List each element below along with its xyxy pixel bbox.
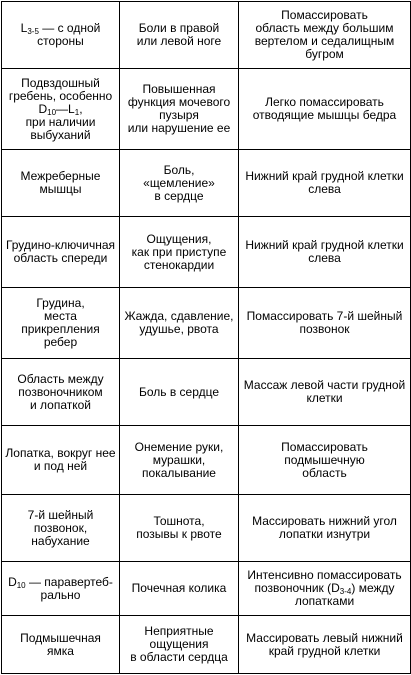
action-cell: Помассировать область между большим вертелом и седалищным бугром [239,2,411,69]
table-row [2,288,411,359]
table-row [2,217,411,288]
action-cell: Массировать левый нижний край грудной клетки [239,616,411,674]
zone-cell: Межреберные мышцы [2,150,120,217]
zone-cell: 7-й шейный позвонок, набухание [2,495,120,562]
table-row [2,426,411,495]
action-cell: Легко помассировать отводящие мышцы бедра [239,69,411,150]
table-row [2,69,411,150]
symptom-cell: Неприятные ощущения в области сердца [120,616,239,674]
table-row [2,616,411,674]
action-cell: Помассировать подмышечную область [239,426,411,495]
symptom-cell: Ощущения, как при приступе стенокардии [120,217,239,288]
zone-cell: Подмышечная ямка [2,616,120,674]
reference-table [1,1,411,674]
zone-cell: Область между позвоночником и лопаткой [2,359,120,426]
symptom-cell: Боль, «щемление» в сердце [120,150,239,217]
action-cell: Интенсивно помассировать позвоночник $(D_{3-4})$ между лопатками [239,562,411,616]
action-cell: Массаж левой части грудной клетки [239,359,411,426]
zone-cell: $L_{3-5}$ — с одной стороны [2,2,120,69]
action-cell: Массировать нижний угол лопатки изнутри [239,495,411,562]
symptom-cell: Почечная колика [120,562,239,616]
symptom-cell: Тошнота, позывы к рвоте [120,495,239,562]
zone-cell: Лопатка, вокруг нее и под ней [2,426,120,495]
symptom-cell: Боли в правой или левой ноге [120,2,239,69]
zone-cell: $D_{10}$ — паравертеб- рально [2,562,120,616]
action-cell: Помассировать 7-й шейный позвонок [239,288,411,359]
action-cell: Нижний край грудной клетки слева [239,217,411,288]
table-row [2,495,411,562]
table-row [2,562,411,616]
zone-cell: Грудина, места прикрепления ребер [2,288,120,359]
table-row [2,150,411,217]
zone-cell: Грудино-ключичная область спереди [2,217,120,288]
action-cell: Нижний край грудной клетки слева [239,150,411,217]
symptom-cell: Повышенная функция мочевого пузыря или нарушение ее [120,69,239,150]
symptom-cell: Боль в сердце [120,359,239,426]
zone-cell: Подвздошный гребень, особенно $D_{10}—L_1$, при наличии выбуханий [2,69,120,150]
table-row [2,2,411,69]
table-row [2,359,411,426]
symptom-cell: Жажда, сдавление, удушье, рвота [120,288,239,359]
symptom-cell: Онемение руки, мурашки, покалывание [120,426,239,495]
